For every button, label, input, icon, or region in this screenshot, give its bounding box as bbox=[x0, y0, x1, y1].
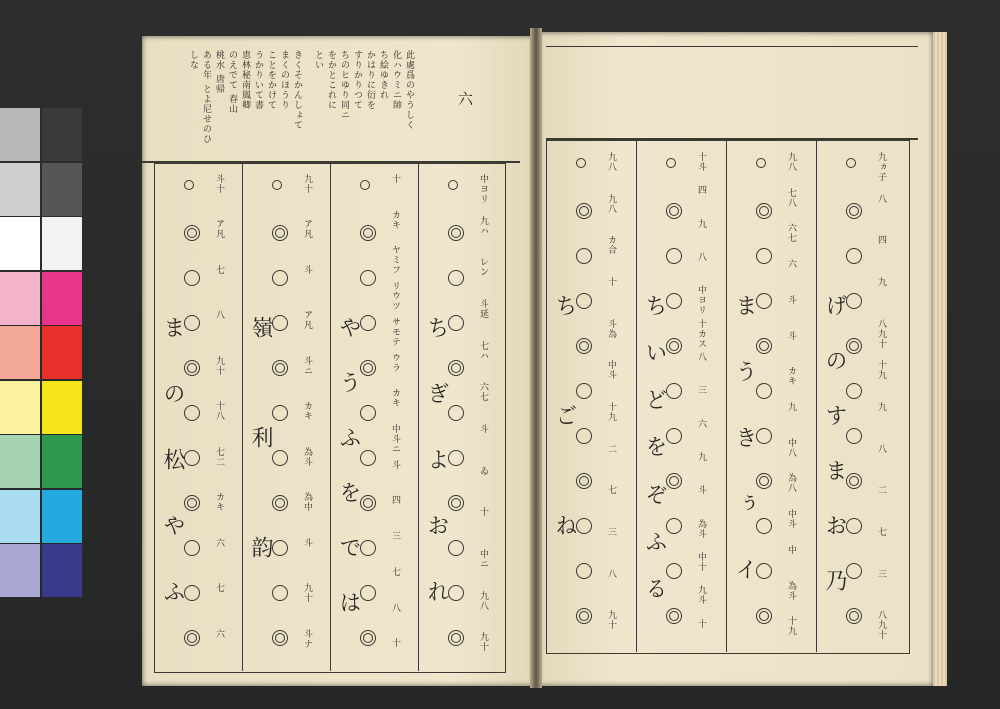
note-annotation: 六 bbox=[214, 628, 224, 639]
circle-mark bbox=[360, 270, 376, 286]
double-circle-mark bbox=[184, 225, 200, 241]
circle-mark bbox=[184, 270, 200, 286]
note-annotation: ヤミフ bbox=[390, 245, 400, 276]
book-gutter bbox=[530, 28, 542, 688]
double-circle-mark bbox=[666, 203, 682, 219]
note-annotation: 斗 bbox=[786, 330, 796, 341]
double-circle-mark bbox=[846, 203, 862, 219]
double-circle-mark bbox=[666, 473, 682, 489]
lyric-glyph: ち bbox=[424, 316, 449, 338]
double-circle-mark bbox=[576, 203, 592, 219]
double-circle-mark bbox=[448, 225, 464, 241]
color-swatch bbox=[42, 108, 82, 161]
note-annotation: 斗 bbox=[302, 264, 312, 275]
circle-mark bbox=[756, 518, 772, 534]
column-divider bbox=[330, 163, 331, 671]
header-line: すりかりつて bbox=[352, 50, 362, 110]
top-rule bbox=[546, 46, 918, 47]
lyric-glyph: い bbox=[642, 341, 667, 364]
note-annotation: 斗ニ bbox=[302, 355, 312, 376]
note-annotation: 斗 bbox=[696, 485, 706, 496]
note-annotation: 中ヨリ bbox=[478, 174, 488, 204]
double-circle-mark bbox=[576, 473, 592, 489]
circle-mark bbox=[576, 428, 592, 444]
note-annotation: 斗ナ bbox=[302, 628, 312, 649]
note-annotation: 六 bbox=[214, 537, 224, 548]
circle-mark bbox=[448, 540, 464, 556]
note-annotation: 八 bbox=[606, 568, 616, 579]
circle-mark bbox=[272, 450, 288, 466]
column-divider bbox=[816, 140, 817, 652]
note-annotation: 九ヵ子 bbox=[876, 152, 886, 182]
note-annotation: 中八 bbox=[786, 437, 796, 458]
double-circle-mark bbox=[272, 630, 288, 646]
circle-mark bbox=[576, 248, 592, 264]
header-line: 桃水 唐帰 bbox=[214, 50, 224, 94]
note-annotation: 九 bbox=[696, 218, 706, 229]
note-annotation: 斗為 bbox=[606, 318, 616, 339]
note-annotation: ウラ bbox=[390, 352, 400, 373]
note-annotation: 斗 bbox=[302, 537, 312, 548]
lyric-glyph: ま bbox=[822, 459, 847, 481]
note-annotation: カキ bbox=[214, 492, 224, 513]
double-circle-mark bbox=[846, 608, 862, 624]
lyric-glyph: ち bbox=[552, 294, 577, 316]
color-swatch bbox=[0, 326, 40, 379]
circle-mark bbox=[272, 180, 282, 190]
note-annotation: 八 bbox=[876, 443, 886, 454]
lyric-glyph: の bbox=[822, 349, 847, 371]
note-annotation: 中ヨリ bbox=[696, 285, 706, 316]
note-annotation: 十九 bbox=[606, 402, 616, 422]
circle-mark bbox=[360, 180, 370, 190]
note-annotation: 六 bbox=[696, 418, 706, 429]
lyric-glyph: う bbox=[336, 371, 361, 393]
note-annotation: 十斗 bbox=[696, 152, 706, 172]
circle-mark bbox=[272, 270, 288, 286]
circle-mark bbox=[666, 428, 682, 444]
double-circle-mark bbox=[360, 360, 376, 376]
double-circle-mark bbox=[272, 225, 288, 241]
header-line: きくそかんしょて bbox=[292, 50, 302, 130]
lyric-glyph: は bbox=[336, 591, 361, 613]
page-edges bbox=[933, 32, 947, 686]
note-annotation: 十 bbox=[606, 277, 616, 287]
circle-mark bbox=[184, 585, 200, 601]
lyric-glyph: ふ bbox=[642, 529, 667, 552]
note-annotation: 中斗 bbox=[606, 360, 616, 381]
double-circle-mark bbox=[272, 495, 288, 511]
lyric-glyph: れ bbox=[424, 580, 449, 602]
header-line: ちのヒゆり同ニ bbox=[339, 50, 349, 120]
lyric-glyph: ね bbox=[552, 514, 577, 536]
note-annotation: 八 bbox=[214, 310, 224, 321]
note-annotation: 六 bbox=[786, 259, 796, 270]
note-annotation: 八 bbox=[696, 252, 706, 262]
circle-mark bbox=[184, 450, 200, 466]
circle-mark bbox=[576, 563, 592, 579]
note-annotation: カキ bbox=[786, 366, 796, 387]
note-annotation: 九十 bbox=[302, 174, 312, 194]
note-annotation: 十九 bbox=[786, 616, 796, 637]
circle-mark bbox=[360, 540, 376, 556]
note-annotation: 中 bbox=[786, 544, 796, 555]
note-annotation: 八 bbox=[696, 352, 706, 362]
circle-mark bbox=[846, 518, 862, 534]
circle-mark bbox=[448, 405, 464, 421]
double-circle-mark bbox=[184, 360, 200, 376]
header-line: 恵林秘南鳳卿 bbox=[240, 50, 250, 110]
color-swatch bbox=[0, 217, 40, 270]
note-annotation: 為斗 bbox=[302, 446, 312, 467]
note-annotation: 中斗 bbox=[786, 509, 796, 530]
note-annotation: 八 bbox=[390, 602, 400, 613]
circle-mark bbox=[272, 315, 288, 331]
note-annotation: 為斗 bbox=[786, 580, 796, 601]
note-annotation: 十九 bbox=[876, 360, 886, 381]
circle-mark bbox=[360, 315, 376, 331]
double-circle-mark bbox=[448, 630, 464, 646]
column-divider bbox=[726, 140, 727, 652]
note-annotation: 九八 bbox=[478, 590, 488, 611]
open-book bbox=[128, 28, 948, 688]
note-annotation: 十カス bbox=[696, 318, 706, 349]
note-annotation: レン bbox=[478, 257, 488, 278]
note-annotation: 九 bbox=[876, 277, 886, 287]
circle-mark bbox=[846, 383, 862, 399]
circle-mark bbox=[846, 158, 856, 168]
note-annotation: 三 bbox=[876, 568, 886, 579]
circle-mark bbox=[448, 450, 464, 466]
header-line: かはりに衍を bbox=[365, 50, 375, 110]
note-annotation: 七 bbox=[214, 583, 224, 594]
circle-mark bbox=[272, 585, 288, 601]
header-line: しな bbox=[188, 50, 198, 70]
lyric-glyph: ぞ bbox=[642, 482, 667, 505]
note-annotation: 九斗 bbox=[696, 585, 706, 606]
color-swatch bbox=[42, 435, 82, 488]
header-line: まくのほうり bbox=[279, 50, 289, 110]
circle-mark bbox=[846, 248, 862, 264]
note-annotation: 九十 bbox=[606, 610, 616, 631]
note-annotation: ア凡 bbox=[214, 219, 224, 240]
note-annotation: カキ bbox=[390, 388, 400, 409]
circle-mark bbox=[448, 180, 458, 190]
color-swatch bbox=[0, 108, 40, 161]
lyric-glyph: や bbox=[160, 514, 185, 536]
color-swatch bbox=[42, 490, 82, 543]
header-line: のえでて 春山 bbox=[227, 50, 237, 114]
circle-mark bbox=[666, 383, 682, 399]
circle-mark bbox=[272, 405, 288, 421]
circle-mark bbox=[360, 405, 376, 421]
note-annotation: カキ bbox=[390, 209, 400, 230]
note-annotation: 九八 bbox=[606, 193, 616, 214]
color-swatch bbox=[42, 544, 82, 597]
header-line: ことをかけて bbox=[266, 50, 276, 110]
note-annotation: ア凡 bbox=[302, 310, 312, 331]
circle-mark bbox=[576, 383, 592, 399]
note-annotation: 斗 bbox=[390, 459, 400, 470]
column-divider bbox=[418, 163, 419, 671]
note-annotation: 十八 bbox=[214, 401, 224, 422]
note-annotation: 十 bbox=[478, 507, 488, 518]
note-annotation: 六七 bbox=[786, 223, 796, 244]
header-line: うかりいて書 bbox=[253, 50, 263, 110]
circle-mark bbox=[576, 518, 592, 534]
note-annotation: 斗 bbox=[786, 294, 796, 305]
lyric-glyph: る bbox=[642, 576, 667, 599]
note-annotation: カ合 bbox=[606, 235, 616, 256]
note-annotation: ア凡 bbox=[302, 219, 312, 240]
circle-mark bbox=[272, 540, 288, 556]
double-circle-mark bbox=[360, 495, 376, 511]
circle-mark bbox=[184, 405, 200, 421]
circle-mark bbox=[756, 563, 772, 579]
lyric-glyph: げ bbox=[822, 294, 847, 316]
note-annotation: 三 bbox=[390, 531, 400, 542]
note-annotation: 三 bbox=[606, 527, 616, 537]
note-annotation: 四 bbox=[876, 235, 886, 246]
lyric-glyph: ち bbox=[642, 294, 667, 316]
lyric-glyph: す bbox=[822, 404, 847, 426]
column-divider bbox=[636, 140, 637, 652]
note-annotation: 七 bbox=[876, 527, 886, 537]
lyric-glyph: 松 bbox=[160, 448, 185, 470]
lyric-glyph: ぅ bbox=[732, 492, 757, 514]
color-swatch bbox=[0, 435, 40, 488]
circle-mark bbox=[756, 428, 772, 444]
color-swatch bbox=[42, 163, 82, 216]
lyric-glyph: お bbox=[822, 514, 847, 536]
color-swatch bbox=[0, 163, 40, 216]
circle-mark bbox=[184, 540, 200, 556]
left-page bbox=[142, 36, 534, 686]
lyric-glyph: 韵 bbox=[248, 536, 273, 558]
lyric-glyph: 利 bbox=[248, 426, 273, 448]
right-page bbox=[538, 32, 933, 686]
lyric-glyph: ま bbox=[160, 316, 185, 338]
note-annotation: ゐ bbox=[478, 465, 488, 476]
lyric-glyph: き bbox=[732, 426, 757, 448]
note-annotation: 四 bbox=[696, 185, 706, 196]
note-annotation: 九ハ bbox=[478, 215, 488, 236]
note-annotation: 二 bbox=[606, 443, 616, 454]
circle-mark bbox=[576, 293, 592, 309]
note-annotation: 九十 bbox=[214, 355, 224, 376]
lyric-glyph: を bbox=[336, 481, 361, 503]
note-annotation: 中十 bbox=[696, 552, 706, 572]
note-annotation: 七 bbox=[390, 566, 400, 577]
lyric-glyph: う bbox=[732, 360, 757, 382]
double-circle-mark bbox=[756, 473, 772, 489]
note-annotation: 八 bbox=[876, 193, 886, 204]
note-annotation: 四 bbox=[390, 495, 400, 506]
double-circle-mark bbox=[360, 225, 376, 241]
circle-mark bbox=[756, 158, 766, 168]
double-circle-mark bbox=[846, 338, 862, 354]
color-swatch bbox=[42, 326, 82, 379]
note-annotation: 九 bbox=[786, 402, 796, 412]
circle-mark bbox=[666, 563, 682, 579]
double-circle-mark bbox=[666, 608, 682, 624]
circle-mark bbox=[184, 180, 194, 190]
circle-mark bbox=[846, 428, 862, 444]
circle-mark bbox=[756, 248, 772, 264]
lyric-glyph: ど bbox=[642, 388, 667, 411]
circle-mark bbox=[846, 563, 862, 579]
note-annotation: 斗延 bbox=[478, 299, 488, 319]
lyric-glyph: ふ bbox=[160, 580, 185, 602]
circle-mark bbox=[756, 383, 772, 399]
note-annotation: 中ニ bbox=[478, 549, 488, 569]
double-circle-mark bbox=[272, 360, 288, 376]
note-annotation: 九 bbox=[876, 402, 886, 412]
circle-mark bbox=[666, 158, 676, 168]
circle-mark bbox=[666, 248, 682, 264]
note-annotation: 八九十 bbox=[876, 318, 886, 349]
note-annotation: 七ハ bbox=[478, 340, 488, 361]
double-circle-mark bbox=[756, 203, 772, 219]
lyric-glyph: で bbox=[336, 536, 361, 558]
note-annotation: 七二 bbox=[214, 446, 224, 467]
header-line: ち絵ゆきれ bbox=[378, 50, 388, 100]
note-annotation: 中斗ニ bbox=[390, 424, 400, 454]
color-swatch bbox=[42, 272, 82, 325]
color-swatch bbox=[42, 381, 82, 434]
double-circle-mark bbox=[576, 608, 592, 624]
note-annotation: 斗十 bbox=[214, 174, 224, 194]
circle-mark bbox=[846, 293, 862, 309]
note-annotation: 十 bbox=[696, 618, 706, 629]
note-annotation: 九八 bbox=[786, 152, 796, 172]
double-circle-mark bbox=[576, 338, 592, 354]
note-annotation: 十 bbox=[390, 174, 400, 184]
color-swatch bbox=[0, 381, 40, 434]
note-annotation: カキ bbox=[302, 401, 312, 422]
color-swatch bbox=[0, 544, 40, 597]
header-line: 化ハウミニ帥 bbox=[391, 50, 401, 110]
lyric-glyph: よ bbox=[424, 448, 449, 470]
note-annotation: 六七 bbox=[478, 382, 488, 403]
double-circle-mark bbox=[756, 608, 772, 624]
note-annotation: 為八 bbox=[786, 473, 796, 494]
note-annotation: 十 bbox=[390, 638, 400, 649]
note-annotation: 七 bbox=[606, 485, 616, 496]
double-circle-mark bbox=[666, 338, 682, 354]
lyric-glyph: イ bbox=[732, 558, 757, 580]
circle-mark bbox=[360, 450, 376, 466]
lyric-glyph: 乃 bbox=[822, 569, 847, 591]
lyric-glyph: を bbox=[642, 435, 667, 458]
header-line: 此處爲のやうしく bbox=[404, 50, 414, 130]
circle-mark bbox=[448, 270, 464, 286]
lyric-glyph: ふ bbox=[336, 426, 361, 448]
lyric-glyph: ぎ bbox=[424, 382, 449, 404]
header-line: とい bbox=[313, 50, 323, 70]
color-swatch bbox=[42, 217, 82, 270]
page-number: 六 bbox=[458, 90, 474, 108]
circle-mark bbox=[756, 293, 772, 309]
circle-mark bbox=[576, 158, 586, 168]
circle-mark bbox=[448, 585, 464, 601]
note-annotation: 三 bbox=[696, 385, 706, 396]
lyric-glyph: や bbox=[336, 316, 361, 338]
note-annotation: リウツ bbox=[390, 281, 400, 312]
note-annotation: 八九十 bbox=[876, 610, 886, 641]
header-line: ある年 とよ尼せのひ bbox=[201, 50, 211, 144]
note-annotation: 為中 bbox=[302, 492, 312, 513]
circle-mark bbox=[360, 585, 376, 601]
note-annotation: 七八 bbox=[786, 187, 796, 208]
double-circle-mark bbox=[360, 630, 376, 646]
double-circle-mark bbox=[846, 473, 862, 489]
note-annotation: 九十 bbox=[302, 583, 312, 604]
color-calibration-chart bbox=[0, 108, 84, 600]
note-annotation: 九十 bbox=[478, 632, 488, 653]
lyric-glyph: お bbox=[424, 514, 449, 536]
note-annotation: サモテ bbox=[390, 316, 400, 347]
color-swatch bbox=[0, 490, 40, 543]
column-divider bbox=[242, 163, 243, 671]
note-annotation: 九 bbox=[696, 452, 706, 462]
double-circle-mark bbox=[448, 360, 464, 376]
double-circle-mark bbox=[184, 630, 200, 646]
note-annotation: 斗 bbox=[478, 424, 488, 434]
color-swatch bbox=[0, 272, 40, 325]
note-annotation: 七 bbox=[214, 264, 224, 275]
double-circle-mark bbox=[756, 338, 772, 354]
circle-mark bbox=[448, 315, 464, 331]
lyric-glyph: ま bbox=[732, 294, 757, 316]
note-annotation: 二 bbox=[876, 485, 886, 496]
note-annotation: 九八 bbox=[606, 152, 616, 172]
double-circle-mark bbox=[448, 495, 464, 511]
note-annotation: 為斗 bbox=[696, 518, 706, 539]
circle-mark bbox=[666, 518, 682, 534]
circle-mark bbox=[184, 315, 200, 331]
circle-mark bbox=[666, 293, 682, 309]
lyric-glyph: の bbox=[160, 382, 185, 404]
header-line: をかとこれに bbox=[326, 50, 336, 110]
lyric-glyph: ご bbox=[552, 404, 577, 426]
double-circle-mark bbox=[184, 495, 200, 511]
lyric-glyph: 嶺 bbox=[248, 316, 273, 338]
